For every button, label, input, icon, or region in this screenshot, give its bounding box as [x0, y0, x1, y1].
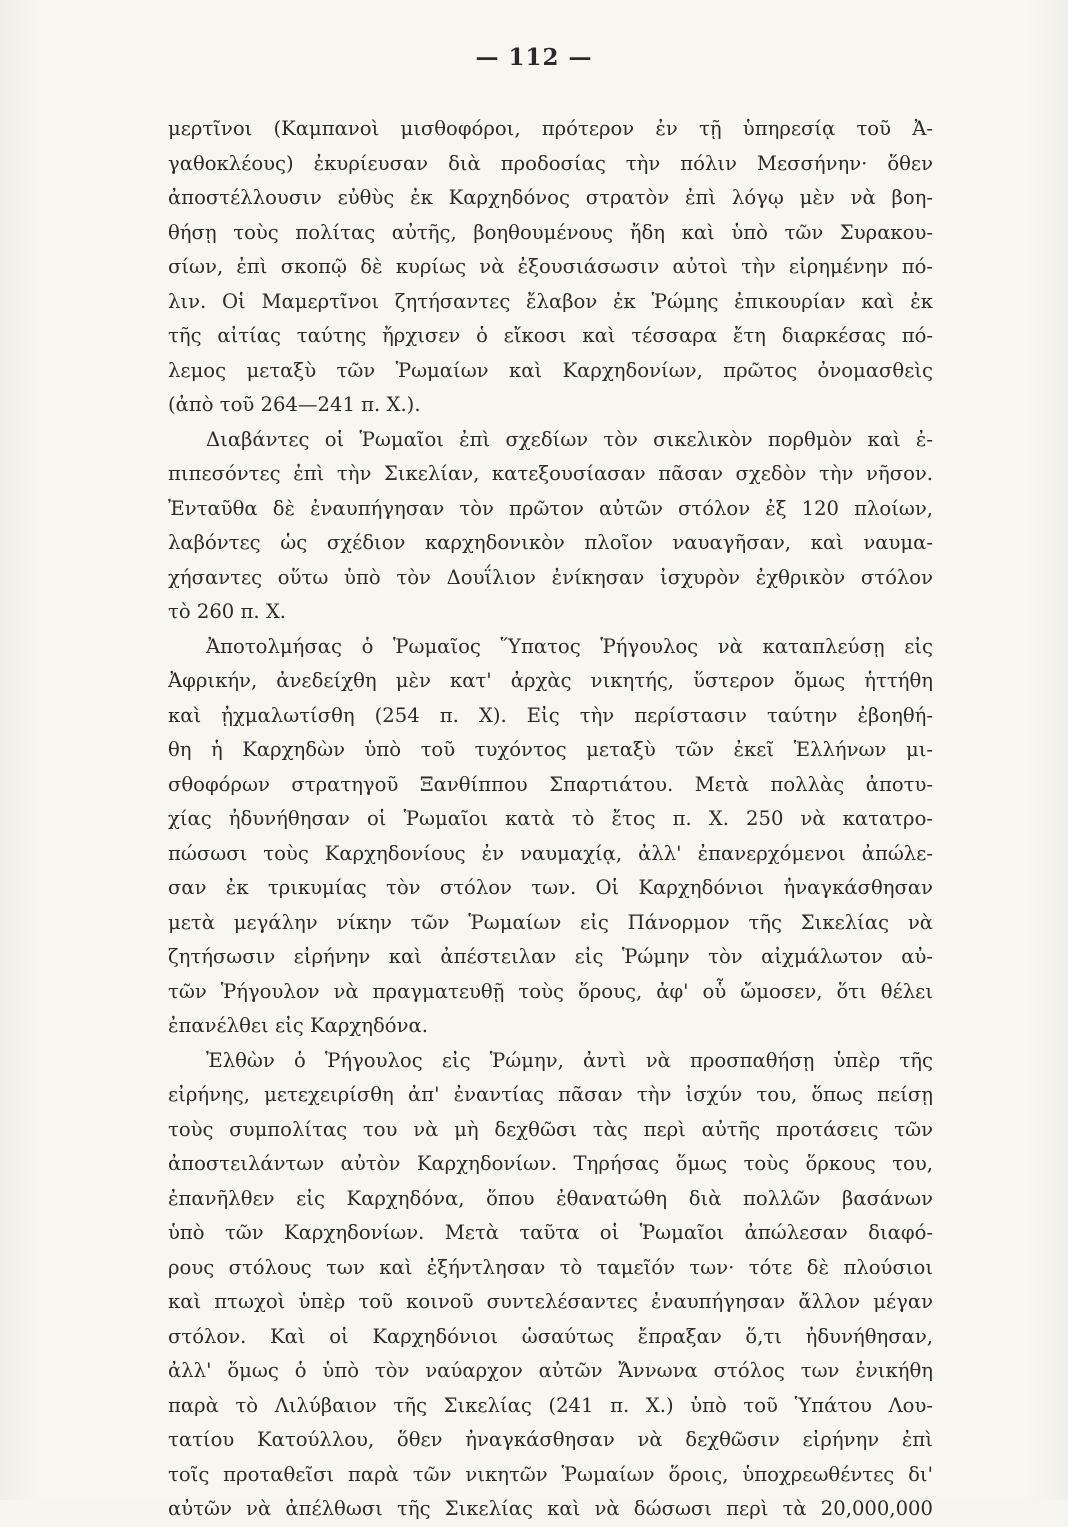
text-line: Ἐνταῦθα δὲ ἐναυπήγησαν τὸν πρῶτον αὐτῶν στόλον ἐξ 120 πλοίων, — [168, 496, 933, 520]
text-line: τῆς αἰτίας ταύτης ἤρχισεν ὁ εἴκοσι καὶ τέσσαρα ἔτη διαρκέσας πό- — [168, 324, 933, 347]
text-line: τοῖς προταθεῖσι παρὰ τῶν νικητῶν Ῥωμαίων ὅροις, ὑποχρεωθέντες δι' — [168, 1462, 933, 1486]
text-line: σίων, ἐπὶ σκοπῷ δὲ κυρίως νὰ ἐξουσιάσωσιν αὐτοὶ τὴν εἰρημένην πό- — [168, 255, 933, 278]
text-line: χίας ἠδυνήθησαν οἱ Ῥωμαῖοι κατὰ τὸ ἔτος π. Χ. 250 νὰ κατατρο- — [168, 807, 933, 830]
text-line: (ἀπὸ τοῦ 264—241 π. Χ.). — [168, 393, 421, 416]
text-line: στόλον. Καὶ οἱ Καρχηδόνιοι ὡσαύτως ἔπραξαν ὅ,τι ἠδυνήθησαν, — [168, 1324, 933, 1348]
body-text — [168, 112, 933, 1527]
text-line: πώσωσι τοὺς Καρχηδονίους ἐν ναυμαχίᾳ, ἀλλ' ἐπανερχόμενοι ἀπώλε- — [168, 841, 933, 865]
text-line: ὑπὸ τῶν Καρχηδονίων. Μετὰ ταῦτα οἱ Ῥωμαῖοι ἀπώλεσαν διαφό- — [168, 1221, 933, 1244]
text-line: αὐτῶν νὰ ἀπέλθωσι τῆς Σικελίας καὶ νὰ δώσωσι περὶ τὰ 20,000,000 — [168, 1497, 933, 1520]
text-line: ζητήσωσιν εἰρήνην καὶ ἀπέστειλαν εἰς Ῥώμην τὸν αἰχμάλωτον αὐ- — [168, 945, 933, 968]
text-line: σθοφόρων στρατηγοῦ Ξανθίππου Σπαρτιάτου. Μετὰ πολλὰς ἀποτυ- — [168, 772, 933, 796]
text-line: ἐπανέλθει εἰς Καρχηδόνα. — [168, 1014, 428, 1037]
text-line: θη ἡ Καρχηδὼν ὑπὸ τοῦ τυχόντος μεταξὺ τῶν ἐκεῖ Ἑλλήνων μι- — [168, 738, 933, 761]
text-line: ἀλλ' ὅμως ὁ ὑπὸ τὸν ναύαρχον αὐτῶν Ἄννωνα στόλος των ἐνικήθη — [168, 1359, 933, 1382]
text-line: ρους στόλους των καὶ ἐξήντλησαν τὸ ταμεῖόν των· τότε δὲ πλούσιοι — [168, 1255, 933, 1279]
text-line: παρὰ τὸ Λιλύβαιον τῆς Σικελίας (241 π. Χ.) ὑπὸ τοῦ Ὑπάτου Λου- — [168, 1393, 933, 1417]
text-line: τοὺς συμπολίτας του νὰ μὴ δεχθῶσι τὰς περὶ αὐτῆς προτάσεις τῶν — [168, 1117, 933, 1141]
text-line: λεμος μεταξὺ τῶν Ῥωμαίων καὶ Καρχηδονίων, πρῶτος ὀνομασθεὶς — [168, 358, 933, 382]
text-line: τῶν Ῥήγουλον νὰ πραγματευθῇ τοὺς ὅρους, ἀφ' οὗ ὤμοσεν, ὅτι θέλει — [168, 979, 933, 1003]
text-line: ἐπανῆλθεν εἰς Καρχηδόνα, ὅπου ἐθανατώθη διὰ πολλῶν βασάνων — [168, 1186, 933, 1210]
page-number: — 112 — — [475, 44, 593, 71]
text-line: καὶ ᾐχμαλωτίσθη (254 π. Χ). Εἰς τὴν περίστασιν ταύτην ἐβοηθή- — [168, 703, 933, 727]
text-line: μετὰ μεγάλην νίκην τῶν Ῥωμαίων εἰς Πάνορμον τῆς Σικελίας νὰ — [168, 910, 933, 934]
text-line: σαν ἐκ τρικυμίας τὸν στόλον των. Οἱ Καρχηδόνιοι ἠναγκάσθησαν — [168, 876, 933, 899]
text-line: χήσαντες οὕτω ὑπὸ τὸν Δουΐλιον ἐνίκησαν ἰσχυρὸν ἐχθρικὸν στόλον — [168, 565, 933, 589]
text-line: Διαβάντες οἱ Ῥωμαῖοι ἐπὶ σχεδίων τὸν σικελικὸν πορθμὸν καὶ ἐ- — [206, 427, 933, 451]
text-line: πιπεσόντες ἐπὶ τὴν Σικελίαν, κατεξουσίασαν πᾶσαν σχεδὸν τὴν νῆσον. — [168, 462, 933, 485]
text-line: τατίου Κατούλλου, ὅθεν ἠναγκάσθησαν νὰ δεχθῶσιν εἰρήνην ἐπὶ — [168, 1428, 933, 1451]
text-line: εἰρήνης, μετεχειρίσθη ἀπ' ἐναντίας πᾶσαν τὴν ἰσχύν του, ὅπως πείσῃ — [168, 1083, 933, 1106]
text-line: Ἀποτολμήσας ὁ Ῥωμαῖος Ὕπατος Ῥήγουλος νὰ καταπλεύσῃ εἰς — [206, 634, 933, 658]
text-line: καὶ πτωχοὶ ὑπὲρ τοῦ κοινοῦ συντελέσαντες ἐναυπήγησαν ἄλλον μέγαν — [168, 1290, 933, 1313]
text-line: θήσῃ τοὺς πολίτας αὐτῆς, βοηθουμένους ἤδη καὶ ὑπὸ τῶν Συρακου- — [168, 220, 933, 244]
text-line: Ἀφρικήν, ἀνεδείχθη μὲν κατ' ἀρχὰς νικητής, ὕστερον ὅμως ἡττήθη — [168, 669, 933, 692]
text-line: ἀποστέλλουσιν εὐθὺς ἐκ Καρχηδόνος στρατὸν ἐπὶ λόγῳ μὲν νὰ βοη- — [168, 186, 933, 209]
text-line: γαθοκλέους) ἐκυρίευσαν διὰ προδοσίας τὴν πόλιν Μεσσήνην· ὅθεν — [168, 151, 933, 175]
text-line: μερτῖνοι (Καμπανοὶ μισθοφόροι, πρότερον ἐν τῇ ὑπηρεσίᾳ τοῦ Ἀ- — [168, 117, 933, 140]
text-line: Ἐλθὼν ὁ Ῥήγουλος εἰς Ῥώμην, ἀντὶ νὰ προσπαθήσῃ ὑπὲρ τῆς — [206, 1048, 933, 1072]
text-line: τὸ 260 π. Χ. — [168, 600, 287, 623]
text-line: ἀποστειλάντων αὐτὸν Καρχηδονίων. Τηρήσας ὅμως τοὺς ὅρκους του, — [168, 1152, 933, 1175]
text-line: λαβόντες ὡς σχέδιον καρχηδονικὸν πλοῖον ναυαγῆσαν, καὶ ναυμα- — [168, 531, 933, 554]
text-line: λιν. Οἱ Μαμερτῖνοι ζητήσαντες ἔλαβον ἐκ Ῥώμης ἐπικουρίαν καὶ ἐκ — [168, 289, 933, 313]
